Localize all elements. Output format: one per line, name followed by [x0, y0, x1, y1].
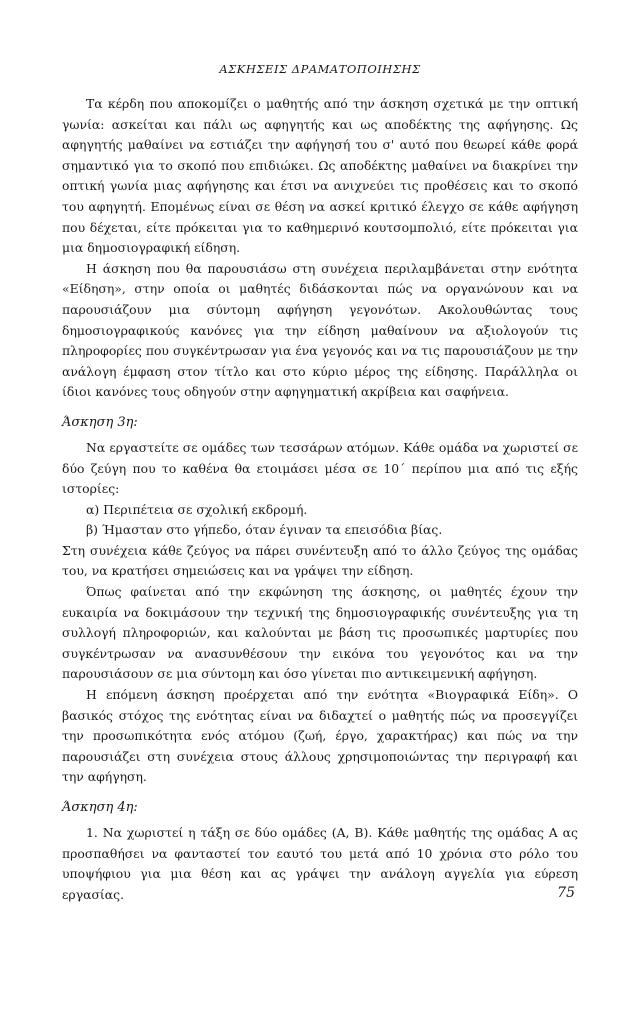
- page-number: 75: [557, 885, 575, 901]
- exercise-3-continuation: Στη συνέχεια κάθε ζεύγος να πάρει συνέντευξη από το άλλο ζεύγος της ομάδας του, να κρατήσει σημειώσεις και να γράψει την είδηση.: [62, 542, 578, 579]
- exercise-3-title: Άσκηση 3η:: [62, 414, 138, 430]
- biography-unit-paragraph: Η επόμενη άσκηση προέρχεται από την ενότητα «Βιογραφικά Είδη». Ο βασικός στόχος της ενότητας είναι να διδαχτεί ο μαθητής πώς να προσεγγίζει την προσωπικότητα ενός ατόμου (ζωή, έργο, χαρακτήρας) και πώς να την παρουσιάζει στη συνέχεια στους άλλους χρησιμοποιώντας την περιγραφή και την αφήγηση.: [62, 687, 578, 785]
- paragraph-news-unit: Η άσκηση που θα παρουσιάσω στη συνέχεια περιλαμβάνεται στην ενότητα «Είδηση», στην οποία οι μαθητές διδάσκονται πώς να οργανώνουν και να παρουσιάζουν μια σύντομη αφήγηση γεγονότων. Ακολουθώντας τους δημοσιογραφικούς κανόνες για την είδηση μαθαίνουν να αξιολογούν τις πληροφορίες που συγκέντρωσαν για ένα γεγονός και να τις παρουσιάζουν με την ανάλογη έμφαση στον τίτλο και στο κύριο μέρος της είδησης. Παράλληλα οι ίδιοι κανόνες τους οδηγούν στην αφηγηματική ακρίβεια και σαφήνεια.: [62, 260, 578, 400]
- running-head: ΑΣΚΗΣΕΙΣ ΔΡΑΜΑΤΟΠΟΙΗΣΗΣ: [219, 62, 421, 76]
- exercise-3-item-b: β) Ήμασταν στο γήπεδο, όταν έγιναν τα επεισόδια βίας.: [86, 522, 443, 538]
- paragraph-viewpoint-benefits: Τα κέρδη που αποκομίζει ο μαθητής από την άσκηση σχετικά με την οπτική γωνία: ασκείται και πάλι ως αφηγητής και ως αποδέκτης της αφήγησης. Ως αφηγητής μαθαίνει να εστιάζει την αφήγησή του σ' αυτό που θεωρεί κάθε φορά σημαντικό για το σκοπό που επιδιώκει. Ως αποδέκτης μαθαίνει να διακρίνει την οπτική γωνία μιας αφήγησης και έτσι να ανιχνεύει τις προθέσεις και το σκοπό του αφηγητή. Επομένως είναι σε θέση να ασκεί κριτικό έλεγχο σε κάθε αφήγηση που δέχεται, είτε πρόκειται για το καθημερινό κουτσομπολιό, είτε πρόκειται για μια δημοσιογραφική είδηση.: [62, 96, 578, 256]
- exercise-3-item-a: α) Περιπέτεια σε σχολική εκδρομή.: [86, 501, 308, 517]
- exercise-3-commentary: Όπως φαίνεται από την εκφώνηση της άσκησης, οι μαθητές έχουν την ευκαιρία να δοκιμάσουν την τεχνική της δημοσιογραφικής συνέντευξης για τη συλλογή πληροφοριών, και καλούνται με βάση τις προσωπικές μαρτυρίες που συγκέντρωσαν να ανασυνθέσουν την εικόνα του γεγονότος και να την παρουσιάσουν σε μια σύντομη και όσο γίνεται πιο αντικειμενική αφήγηση.: [62, 584, 578, 682]
- exercise-4-title: Άσκηση 4η:: [62, 800, 138, 815]
- exercise-4-item-1: 1. Να χωριστεί η τάξη σε δύο ομάδες (Α, Β). Κάθε μαθητής της ομάδας Α ας προσπαθήσει να φανταστεί τον εαυτό του μετά από 10 χρόνια στο ρόλο του υποψήφιου για μια θέση και ας γράψει την ανάλογη αγγελία για εύρεση εργασίας.: [62, 825, 578, 902]
- document-page: [62, 62, 578, 905]
- exercise-3-intro: Να εργαστείτε σε ομάδες των τεσσάρων ατόμων. Κάθε ομάδα να χωριστεί σε δύο ζεύγη που το καθένα θα ετοιμάσει μέσα σε 10΄ περίπου μια από τις εξής ιστορίες:: [62, 439, 578, 497]
